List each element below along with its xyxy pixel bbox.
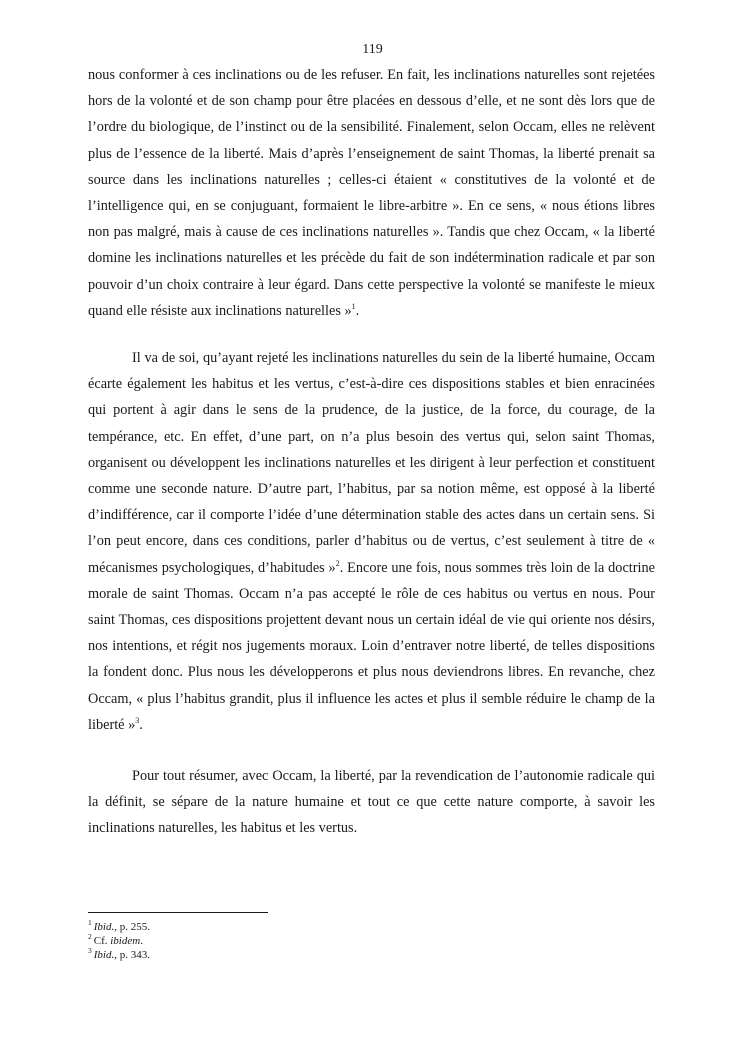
footnote-3-number: 3 [88, 946, 92, 956]
footnote-2 [88, 934, 488, 948]
footnote-3-text: , p. 343. [114, 949, 150, 961]
footnote-2-ref: ibidem [110, 935, 141, 947]
paragraph-2-text-a: Il va de soi, qu’ayant rejeté les inclinations naturelles du sein de la liberté humaine, Occam écarte également les habitus et les vertus, c’est-à-dire ces dispositions stables et bien enracinées qui portent à agir dans le sens de la prudence, de la justice, de la force, du courage, de la tempérance, etc. En effet, d’une part, on n’a plus besoin des vertus qui, selon saint Thomas, organisent ou développent les inclinations naturelles et les dirigent à leur perfection et constituent comme une seconde nature. D’autre part, l’habitus, par sa notion même, est opposé à la liberté d’indifférence, car il comporte l’idée d’une détermination stable des actes dans un certain sens. Si l’on peut encore, dans ces conditions, parler d’habitus ou de vertus, c’est seulement à titre de « mécanismes psychologiques, d’habitudes » [88, 350, 655, 576]
footnote-separator [88, 912, 268, 913]
paragraph-3-text: Pour tout résumer, avec Occam, la liberté, par la revendication de l’autonomie radicale qui la définit, se sépare de la nature humaine et tout ce que cette nature comporte, à savoir les inclinations naturelles, les habitus et les vertus. [88, 768, 655, 837]
paragraph-2-text-b: . Encore une fois, nous sommes très loin de la doctrine morale de saint Thomas. Occam n’a pas accepté le rôle de ces habitus ou vertus en nous. Pour saint Thomas, ces dispositions projettent devant nous un certain idéal de vie qui oriente nos désirs, nos intentions, et régit nos jugements moraux. Loin d’entraver notre liberté, de telles dispositions la fondent donc. Plus nous les développerons et plus nous deviendrons libres. En revanche, chez Occam, « plus l’habitus grandit, plus il influence les actes et plus il semble réduire le champ de la liberté » [88, 559, 655, 733]
footnote-1-text: , p. 255. [114, 921, 150, 933]
paragraph-1-end: . [355, 302, 360, 319]
footnote-2-prefix: Cf. [93, 935, 111, 947]
footnote-ref-3[interactable]: 3 [135, 716, 140, 726]
footnote-3 [88, 948, 488, 962]
footnotes [88, 920, 488, 962]
paragraph-3 [88, 763, 655, 842]
page-number: 119 [362, 42, 383, 57]
footnote-2-text: . [140, 935, 143, 947]
paragraph-1-text: nous conformer à ces inclinations ou de les refuser. En fait, les inclinations naturelles sont rejetées hors de la volonté et de son champ pour être placées en dessous d’elle, et ne sont dès lors que de l’ordre du biologique, de l’instinct ou de la sensibilité. Finalement, selon Occam, elles ne relèvent plus de l’essence de la liberté. Mais d’après l’enseignement de saint Thomas, la liberté prenait sa source dans les inclinations naturelles ; celles-ci étaient « constitutives de la volonté et de l’intelligence qui, en se conjuguant, formaient le libre-arbitre ». En ce sens, « nous étions libres non pas malgré, mais à cause de ces inclinations naturelles ». Tandis que chez Occam, « la liberté domine les inclinations naturelles et les précède du fait de son indétermination radicale et par son pouvoir d’un choix contraire à leur égard. Dans cette perspective la volonté se manifeste le mieux quand elle résiste aux inclinations naturelles » [88, 67, 655, 319]
footnote-2-number: 2 [88, 932, 92, 942]
paragraph-2-end: . [139, 716, 143, 733]
body-text [88, 62, 655, 842]
footnote-1-ref: Ibid. [93, 921, 115, 933]
paragraph-1 [88, 62, 655, 324]
footnote-ref-2[interactable]: 2 [335, 558, 340, 568]
footnote-1 [88, 920, 488, 934]
footnote-1-number: 1 [88, 918, 92, 928]
footnote-ref-1[interactable]: 1 [351, 302, 356, 312]
paragraph-2 [88, 345, 655, 738]
footnote-3-ref: Ibid. [93, 949, 115, 961]
